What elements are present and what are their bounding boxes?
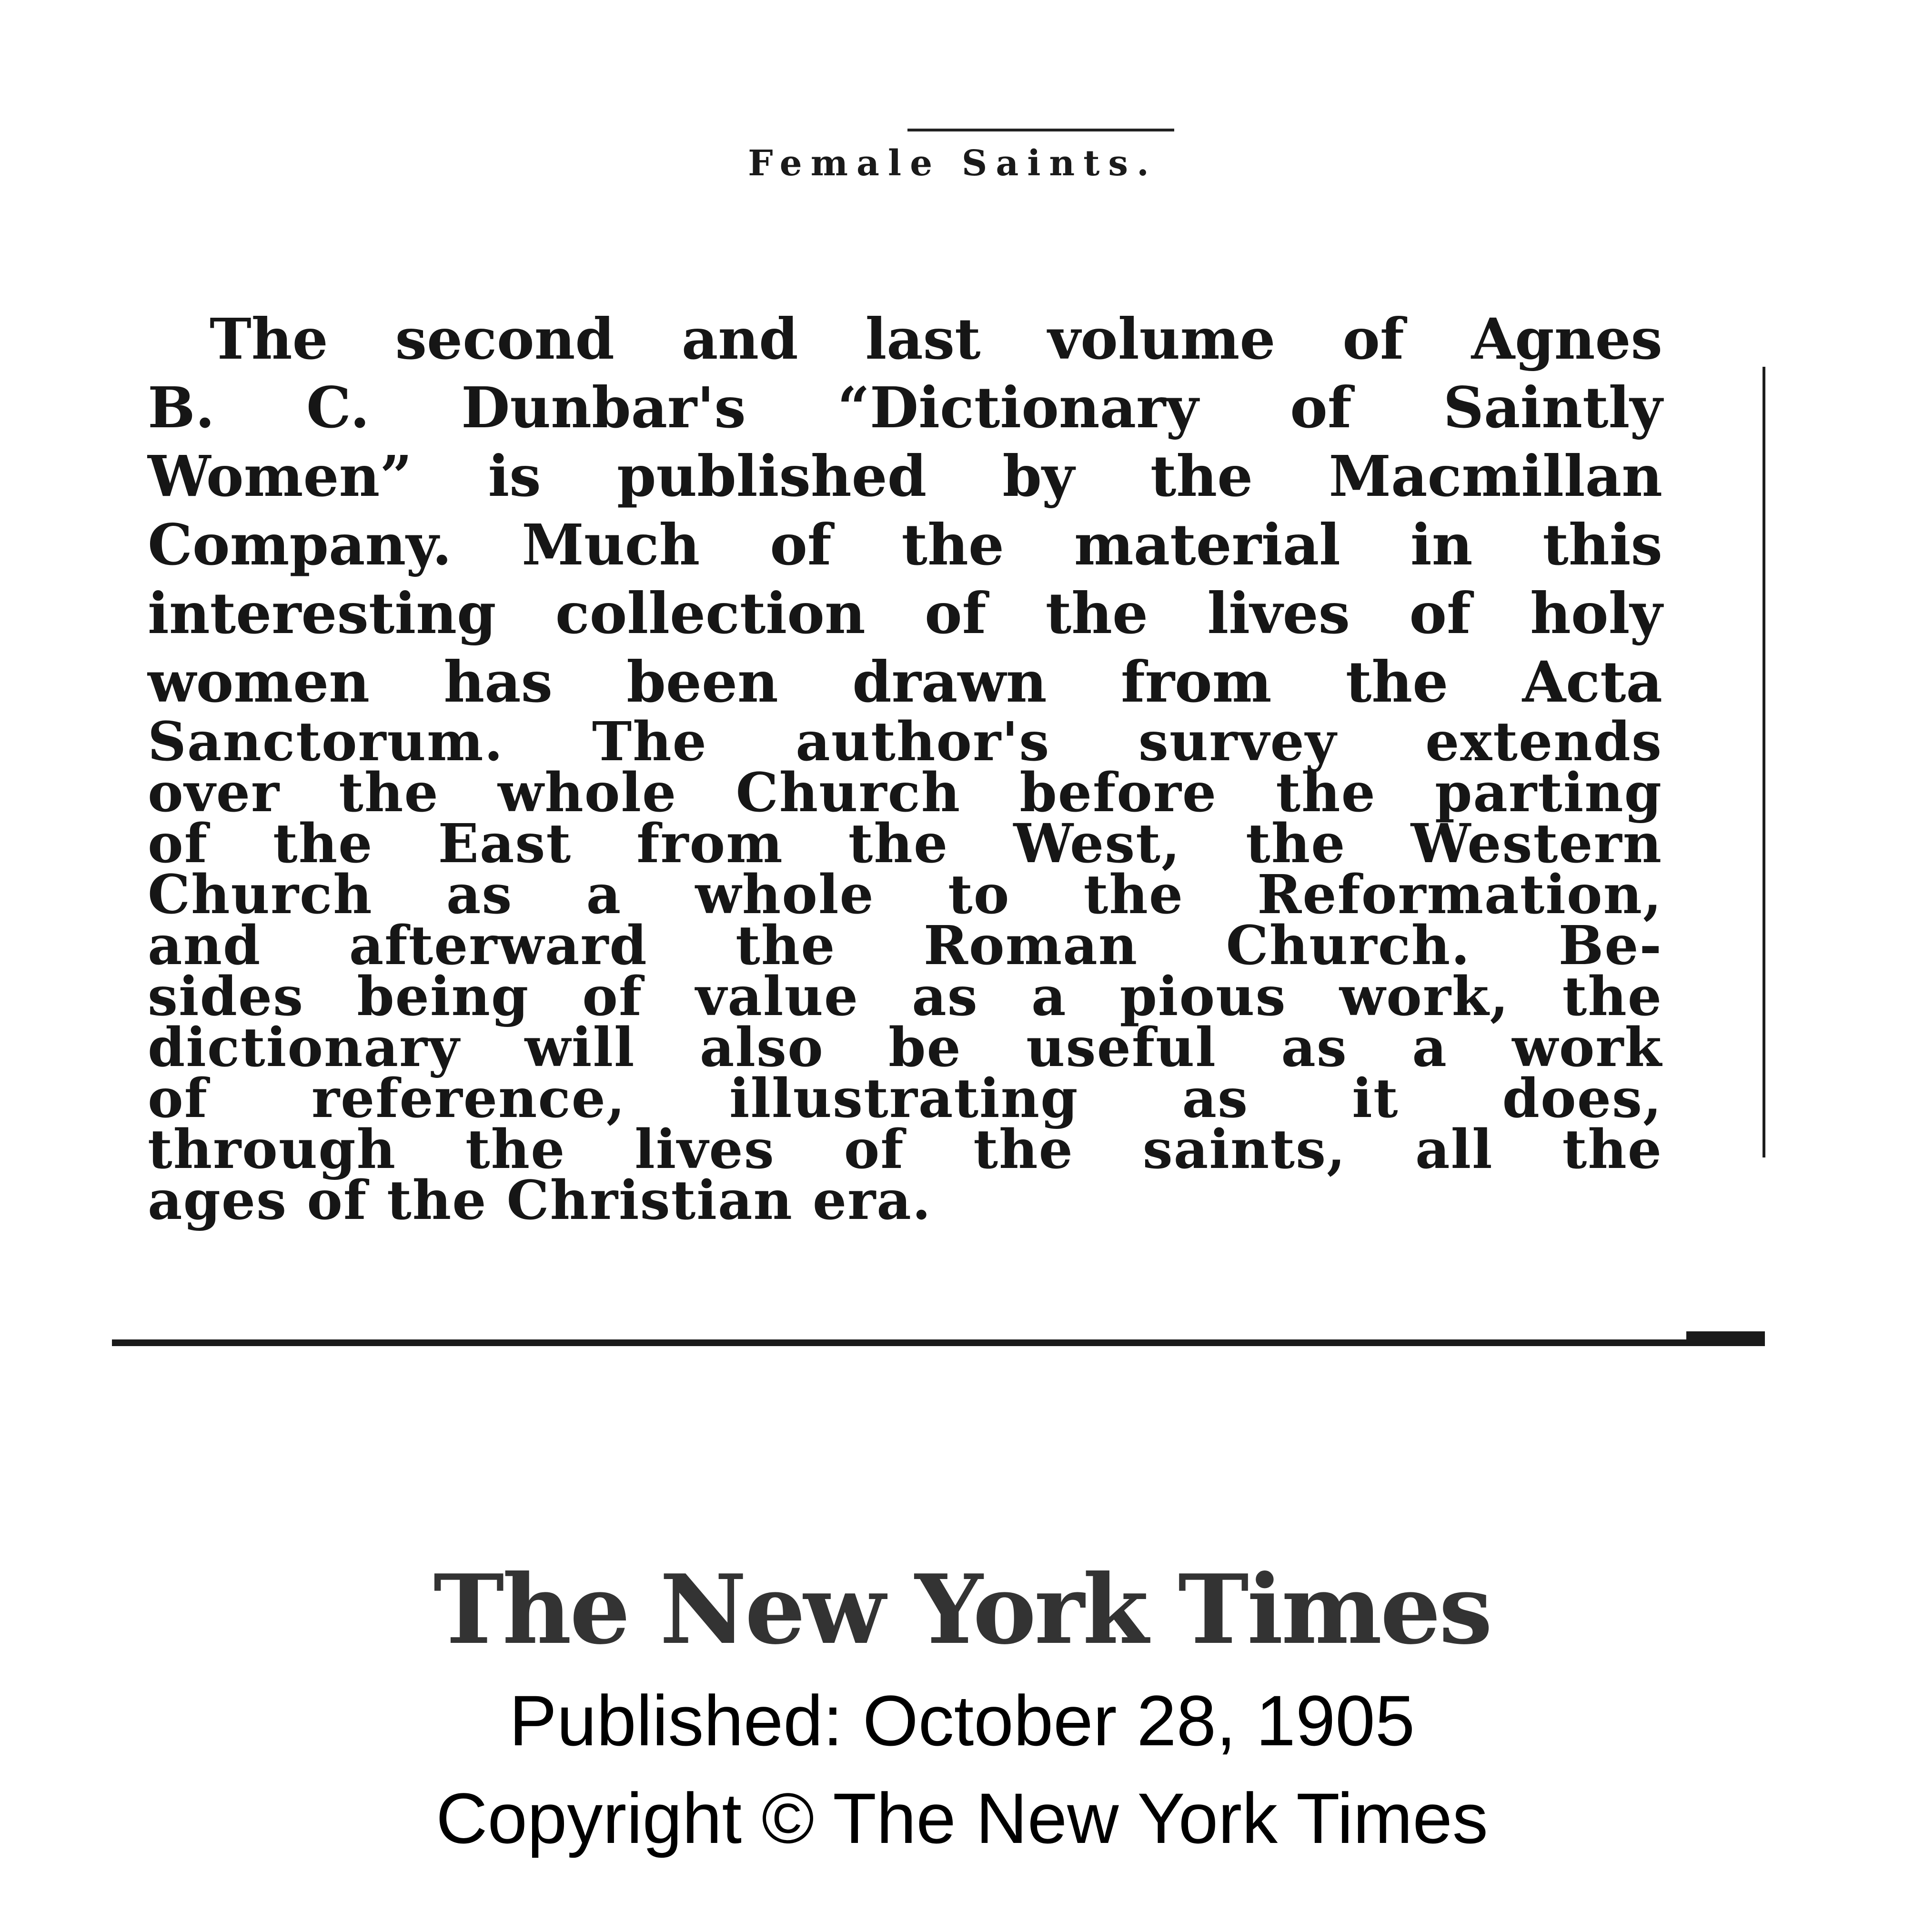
article-body — [148, 305, 1662, 1232]
article-line: The second and last volume of Agnes — [210, 306, 1662, 372]
article-line: Women” is published by the Macmillan — [148, 443, 1662, 509]
article-line: women has been drawn from the Acta — [148, 649, 1662, 715]
article-line: of the East from the West, the Western — [148, 813, 1662, 875]
article-line: B. C. Dunbar's “Dictionary of Saintly — [148, 374, 1662, 441]
article-line: interesting collection of the lives of holy — [148, 580, 1662, 646]
published-date: Published: October 28, 1905 — [509, 1680, 1415, 1761]
article-line: Sanctorum. The author's survey extends — [148, 711, 1662, 773]
article-line: Church as a whole to the Reformation, — [148, 864, 1662, 926]
article-line: ages of the Christian era. — [148, 1169, 932, 1232]
copyright-notice: Copyright © The New York Times — [436, 1778, 1488, 1858]
article-headline: Female Saints. — [748, 143, 1158, 184]
nyt-logo: The New York Times — [433, 1554, 1491, 1666]
footer — [0, 1548, 1924, 1867]
article-line: over the whole Church before the parting — [148, 762, 1662, 824]
headline-rule — [907, 129, 1174, 131]
article-line: and afterward the Roman Church. Be- — [148, 915, 1662, 977]
article-line: sides being of value as a pious work, the — [148, 966, 1662, 1028]
bottom-rule — [112, 1339, 1765, 1346]
article-line: of reference, illustrating as it does, — [148, 1067, 1662, 1130]
bottom-rule-tab — [1686, 1331, 1765, 1344]
column-rule — [1763, 367, 1765, 1157]
article-line: dictionary will also be useful as a work — [148, 1016, 1662, 1079]
article-line: Company. Much of the material in this — [148, 512, 1662, 578]
article-line: through the lives of the saints, all the — [148, 1118, 1662, 1181]
